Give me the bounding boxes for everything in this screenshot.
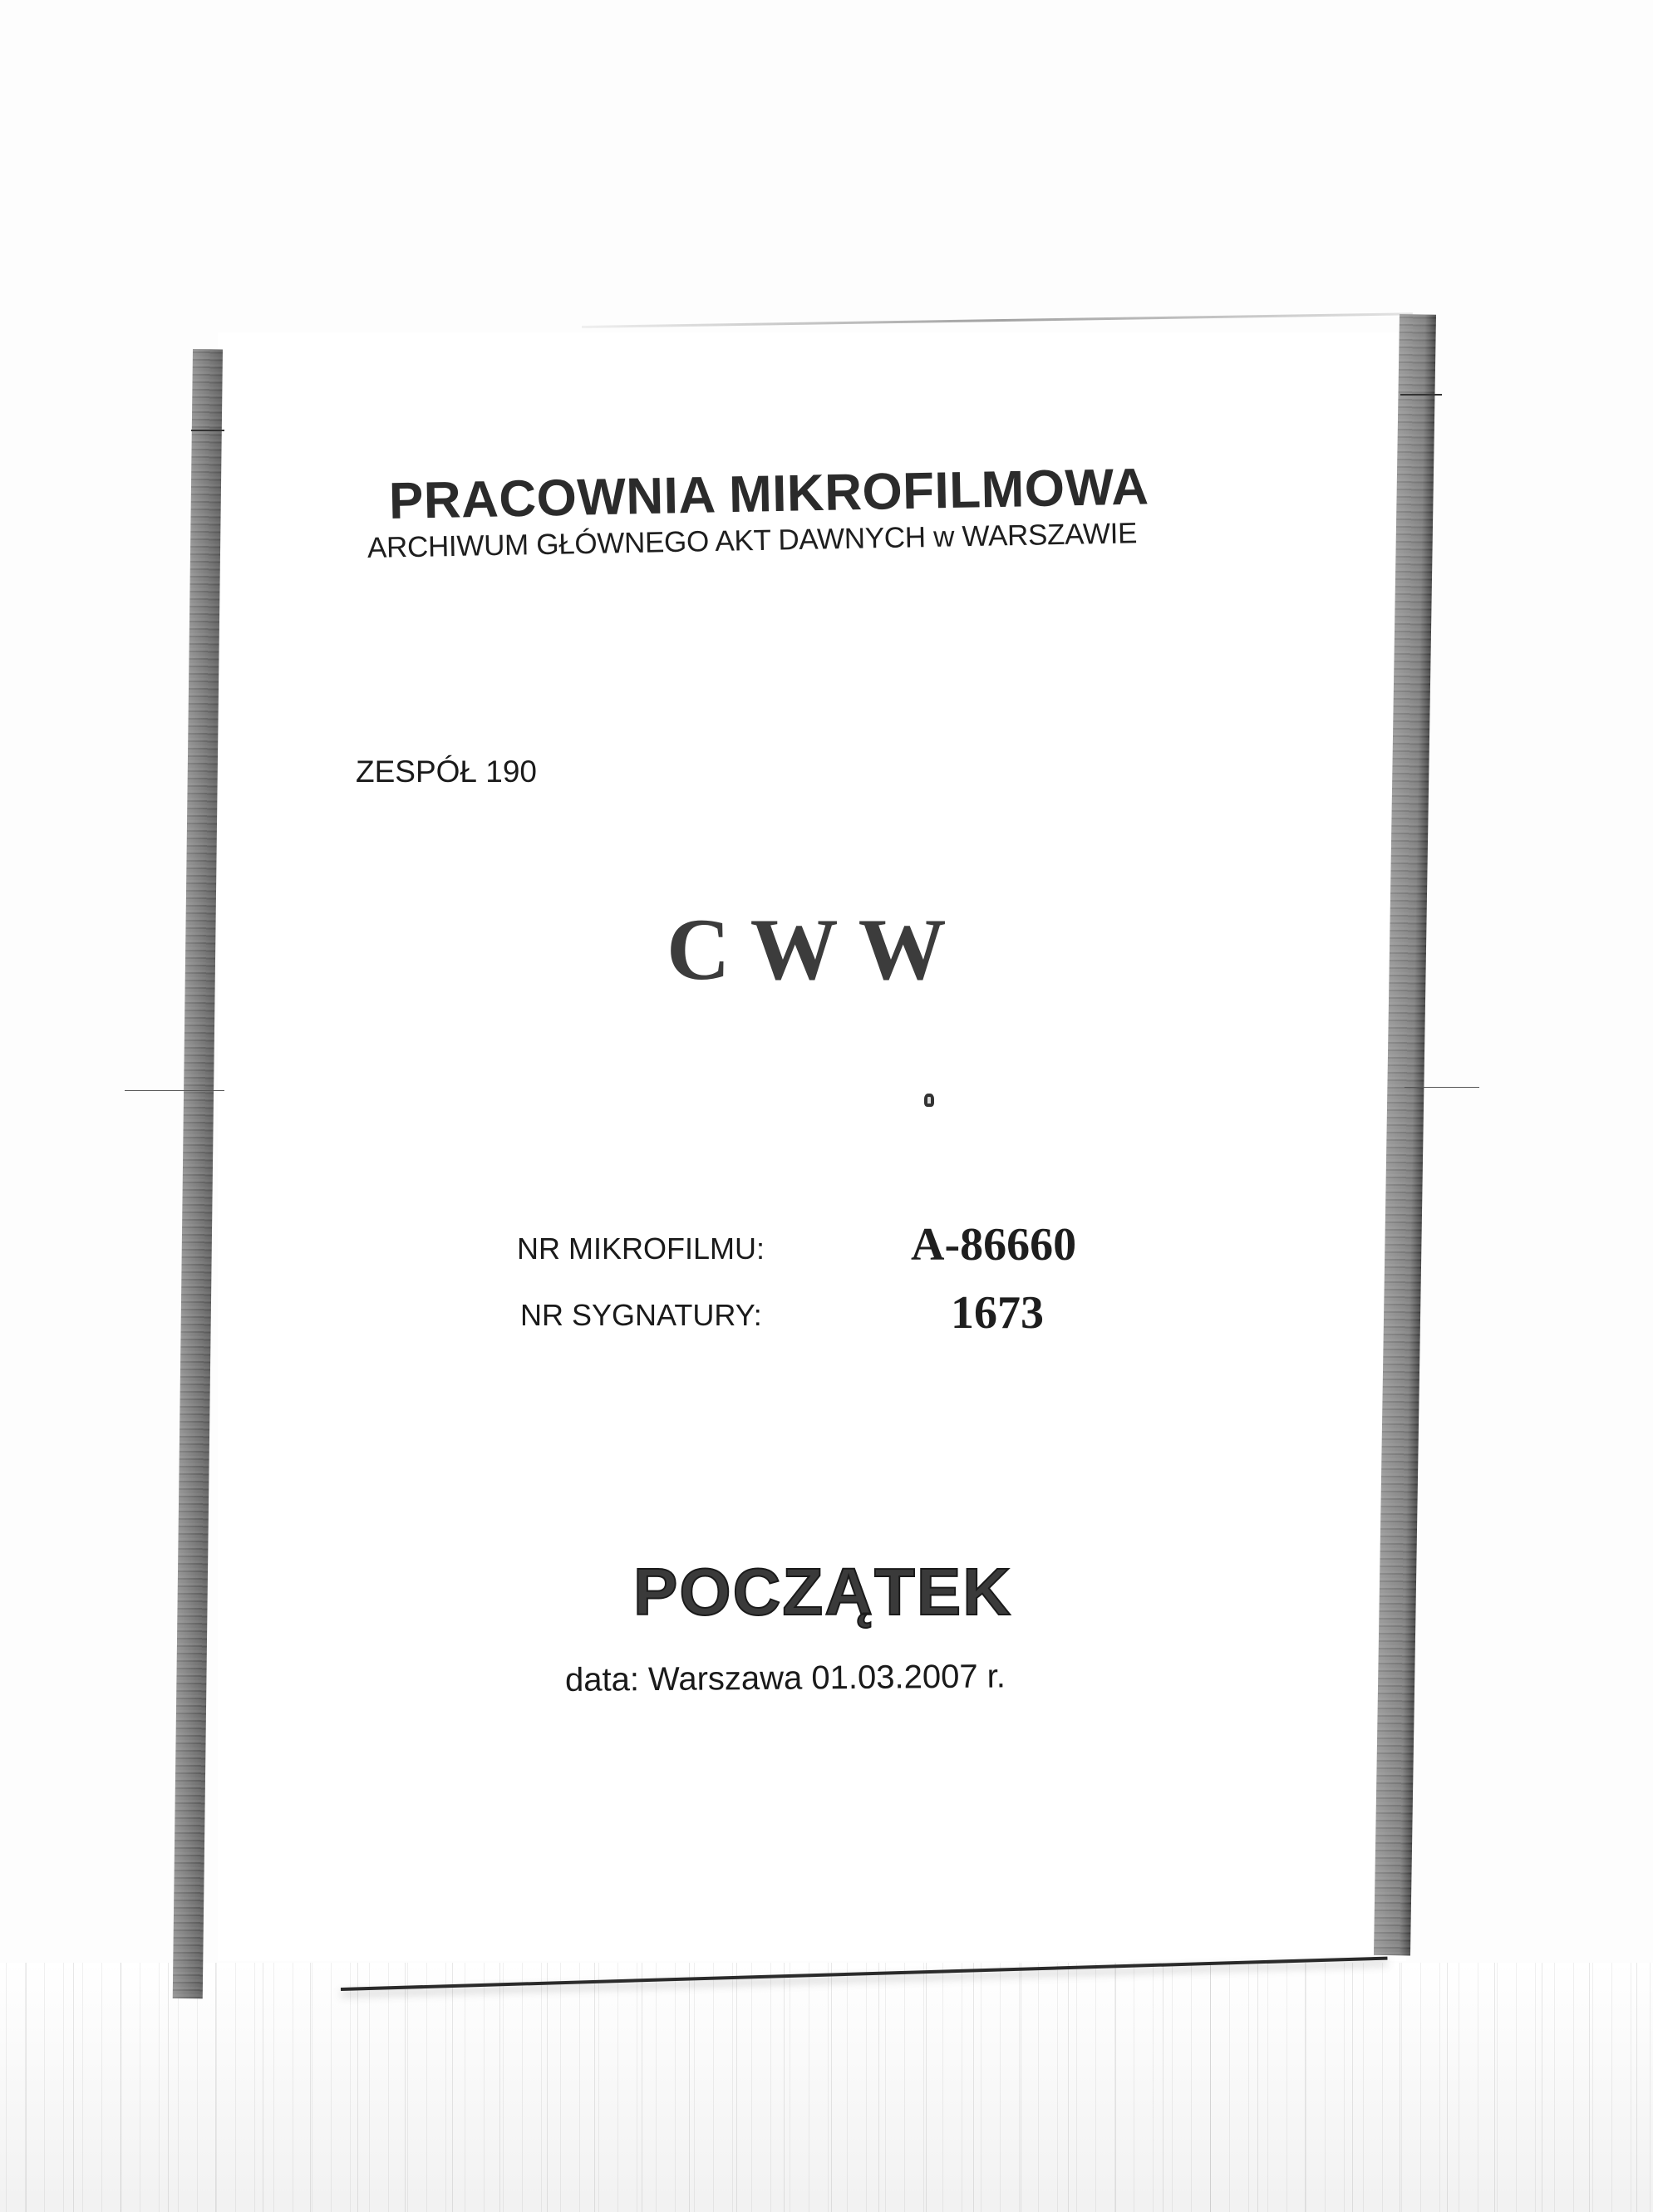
page-top-edge	[582, 312, 1413, 328]
collection-code-letter: C	[667, 901, 735, 998]
document-title: PRACOWNIA MIKROFILMOWA	[388, 458, 1149, 530]
collection-code	[667, 899, 967, 1000]
right-strip-crease	[1400, 394, 1442, 396]
document-page	[218, 332, 1406, 1961]
scan-speck	[924, 1094, 934, 1107]
left-film-edge-strip	[173, 349, 223, 1998]
microfilm-number-label: NR MIKROFILMU:	[517, 1231, 765, 1266]
signature-number-value: 1673	[951, 1287, 1044, 1339]
left-strip-crease	[191, 430, 224, 431]
microfilm-number-value: A-86660	[911, 1219, 1077, 1271]
collection-code-letter: W	[750, 901, 844, 998]
scan-background-noise	[0, 1963, 1653, 2212]
document-subtitle: ARCHIWUM GŁÓWNEGO AKT DAWNYCH w WARSZAWIE	[367, 517, 1138, 564]
left-fold-line	[125, 1090, 224, 1091]
date-line: data: Warszawa 01.03.2007 r.	[564, 1658, 1006, 1698]
fonds-number: ZESPÓŁ 190	[356, 755, 538, 789]
start-marker: POCZĄTEK	[633, 1555, 1012, 1629]
right-fold-line	[1405, 1087, 1479, 1088]
signature-number-label: NR SYGNATURY:	[520, 1298, 762, 1332]
collection-code-letter: W	[858, 901, 952, 998]
